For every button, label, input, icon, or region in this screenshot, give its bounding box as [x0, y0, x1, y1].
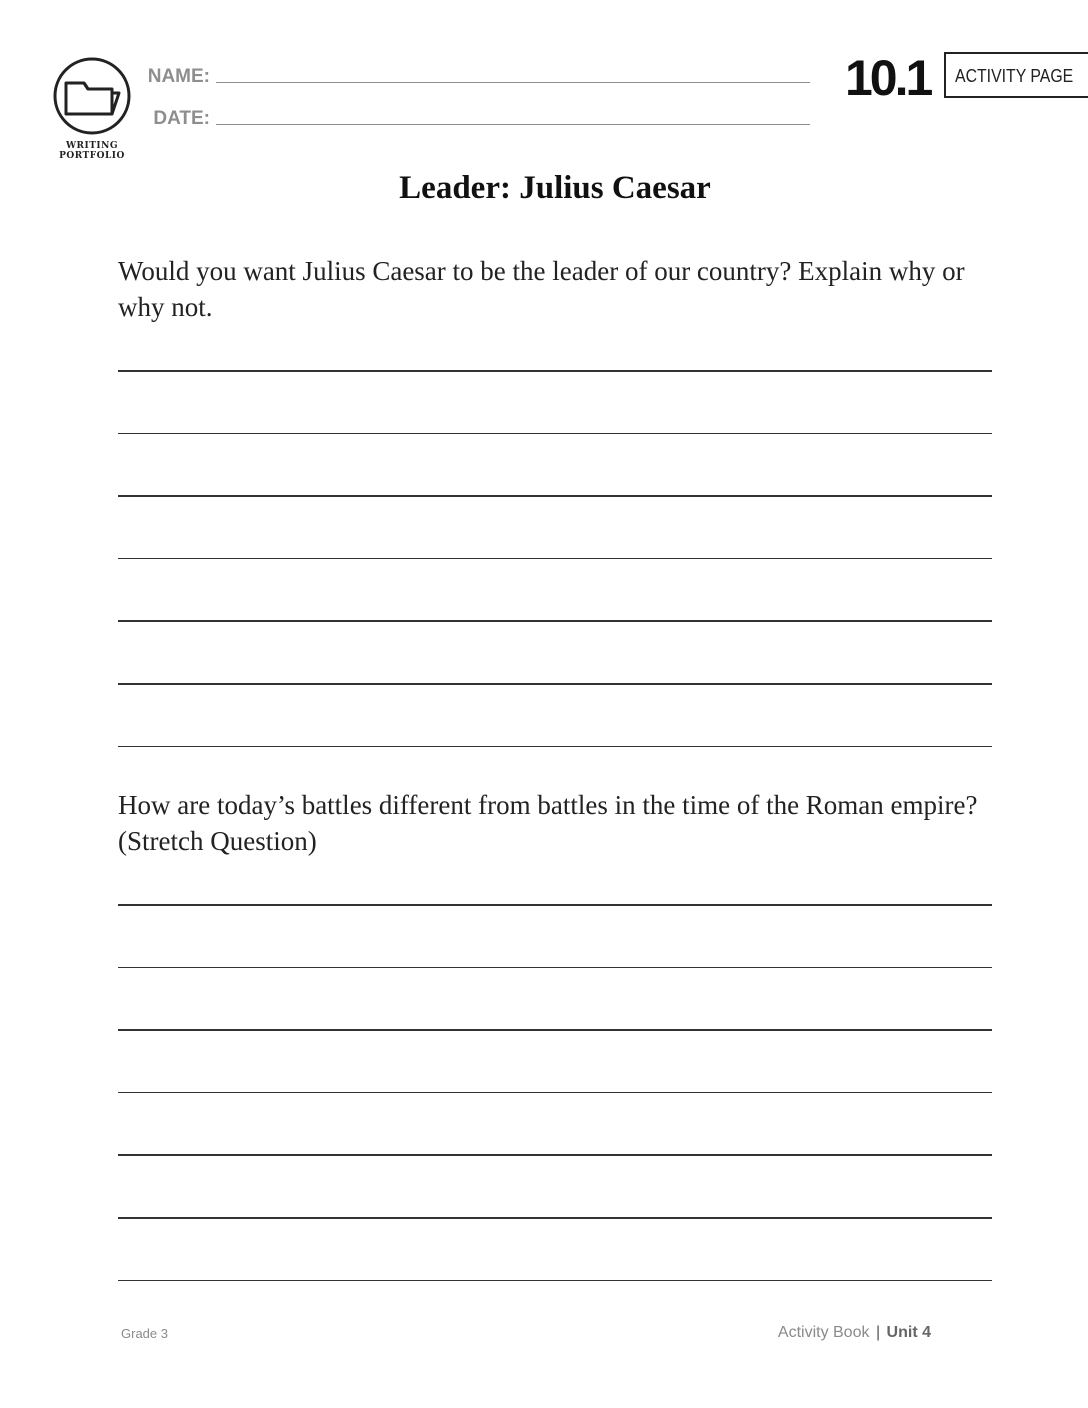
question-1: Would you want Julius Caesar to be the leader of our country? Explain why or why not. [118, 256, 965, 322]
page-title: Leader: Julius Caesar [399, 170, 711, 206]
answer-line[interactable] [118, 370, 992, 372]
answer-line[interactable] [118, 495, 992, 497]
footer-grade: Grade 3 [121, 1326, 168, 1341]
date-label: DATE: [153, 108, 210, 129]
activity-page-badge [944, 52, 1088, 98]
answer-line[interactable] [118, 1092, 992, 1094]
logo-caption [44, 141, 140, 161]
name-label: NAME: [147, 66, 210, 87]
answer-line[interactable] [118, 558, 992, 560]
answer-line[interactable] [118, 683, 992, 685]
name-field-line[interactable] [216, 82, 810, 83]
answer-line[interactable] [118, 620, 992, 622]
footer-book-title: Activity Book [777, 1324, 870, 1341]
page-number: 10.1 [845, 50, 931, 106]
footer-separator: | [875, 1324, 881, 1341]
logo-caption-line2: PORTFOLIO [59, 151, 125, 161]
date-field-line[interactable] [216, 124, 810, 125]
question-2: How are today’s battles different from battles in the time of the Roman empire? (Stretch Question) [118, 790, 978, 856]
footer-book-info [778, 1324, 931, 1342]
answer-line[interactable] [118, 746, 992, 748]
answer-line[interactable] [118, 1154, 992, 1156]
answer-line[interactable] [118, 1280, 992, 1282]
logo-caption-line1: WRITING [65, 141, 119, 151]
answer-line[interactable] [118, 433, 992, 435]
answer-line[interactable] [118, 1217, 992, 1219]
answer-line[interactable] [118, 1029, 992, 1031]
activity-page-label: ACTIVITY PAGE [955, 66, 1074, 86]
answer-line[interactable] [118, 967, 992, 969]
footer-unit: Unit 4 [886, 1324, 931, 1341]
answer-line[interactable] [118, 904, 992, 906]
